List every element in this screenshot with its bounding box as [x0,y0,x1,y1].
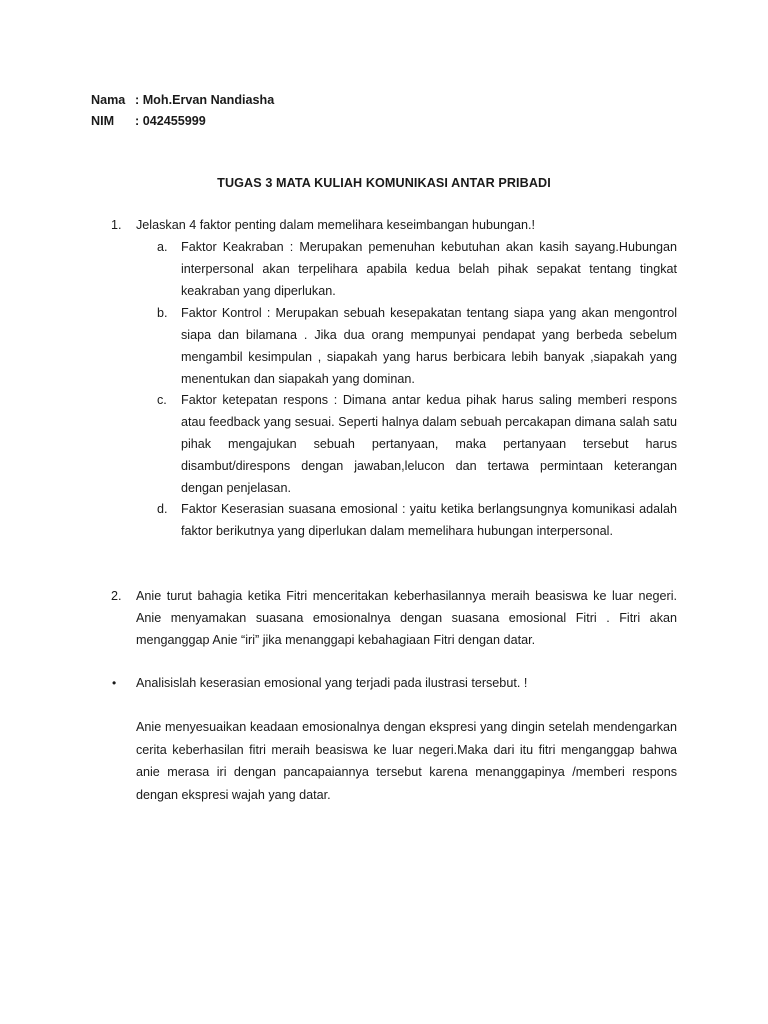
bullet-question [112,672,528,694]
list-item-text: Faktor Keserasian suasana emosional : yaitu ketika berlangsungnya komunikasi adalah faktor berikutnya yang diperlukan dalam memelihara hubungan interpersonal. [181,502,677,538]
list-item [157,236,677,302]
list-item-text: Faktor ketepatan respons : Dimana antar kedua pihak harus saling memberi respons atau feedback yang sesuai. Seperti halnya dalam sebuah percakapan dimana salah satu pihak mengajukan sebuah pertanyaan, maka pertanyaan tersebut harus disambut/direspons dengan jawaban,lelucon dan tertawa permintaan keterangan dengan penjelasan. [181,393,677,495]
question-1 [111,214,536,236]
list-item-letter: c. [157,393,167,407]
nim-value: : 042455999 [135,114,206,128]
list-item-text: Faktor Kontrol : Merupakan sebuah kesepakatan tentang siapa yang akan mengontrol siapa dan bilamana . Jika dua orang mempunyai pendapat yang berbeda sebelum mengambil kesimpulan , siapakah yang harus berbicara lebih banyak ,siapakah yang menentukan dan siapakah yang dominan. [181,306,677,386]
nim-row [91,114,206,128]
list-item [157,498,677,542]
name-label: Nama [91,93,126,107]
nim-label: NIM [91,114,115,128]
list-item-letter: b. [157,306,168,320]
question-2-number: 2. [111,589,122,603]
question-2 [111,585,677,651]
name-value: : Moh.Ervan Nandiasha [135,93,275,107]
answer-paragraph: Anie menyesuaikan keadaan emosionalnya dengan ekspresi yang dingin setelah mendengarkan cerita keberhasilan fitri meraih beasiswa ke luar negeri.Maka dari itu fitri menganggap bahwa anie merasa iri dengan pancapaiannya tersebut karena menanggapinya /memberi respons dengan ekspresi wajah yang datar. [136,720,677,802]
question-2-text: Anie turut bahagia ketika Fitri menceritakan keberhasilannya meraih beasiswa ke luar negeri. Anie menyamakan suasana emosionalnya dengan suasana emosional Fitri . Fitri akan menganggap Anie “iri” jika menanggapi kebahagiaan Fitri dengan datar. [136,589,677,647]
bullet-question-text: Analisislah keserasian emosional yang terjadi pada ilustrasi tersebut. ! [136,676,528,690]
list-item-letter: d. [157,502,168,516]
question-1-number: 1. [111,218,122,232]
document-title: TUGAS 3 MATA KULIAH KOMUNIKASI ANTAR PRIBADI [217,176,551,190]
list-item-text: Faktor Keakraban : Merupakan pemenuhan kebutuhan akan kasih sayang.Hubungan interpersonal akan terpelihara apabila kedua belah pihak sepakat tentang tingkat keakraban yang diperlukan. [181,240,677,298]
list-item-letter: a. [157,240,168,254]
list-item [157,389,677,499]
bullet-icon: • [112,676,117,690]
name-row [91,93,274,107]
list-item [157,302,677,390]
question-1-text: Jelaskan 4 faktor penting dalam memelihara keseimbangan hubungan.! [136,218,536,232]
